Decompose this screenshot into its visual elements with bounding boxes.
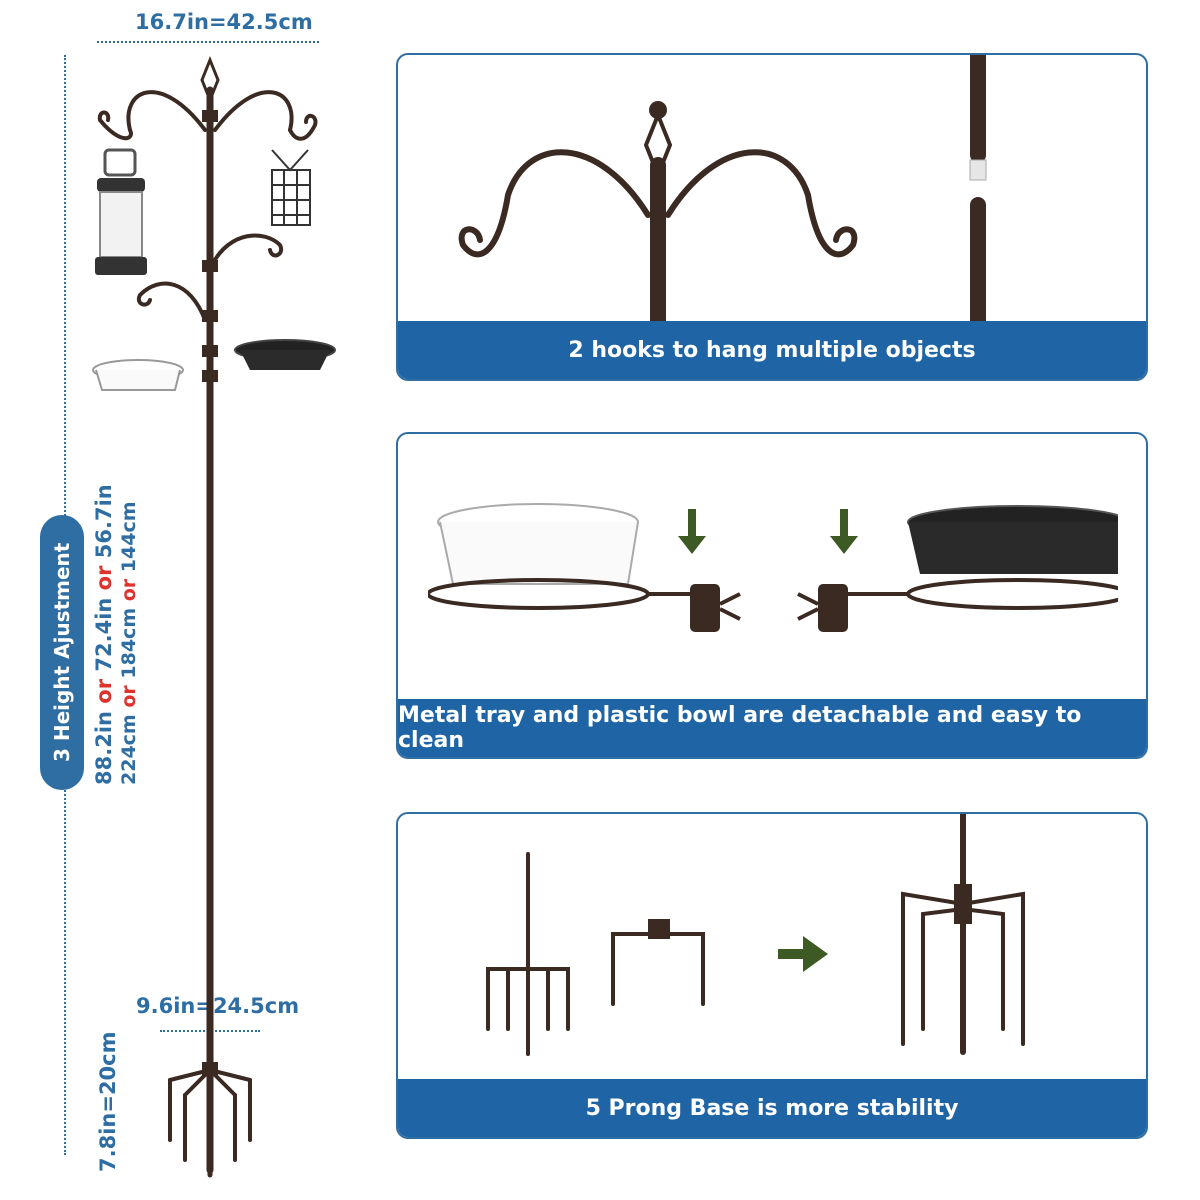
plastic-bowl	[93, 360, 183, 390]
or-4: or	[118, 572, 140, 608]
height-224cm: 224cm	[118, 714, 140, 785]
or-3: or	[118, 678, 140, 715]
panel-hooks	[396, 53, 1148, 381]
base-height-label: 7.8in=20cm	[96, 1031, 120, 1172]
top-width-line	[97, 41, 319, 43]
height-88in: 88.2in	[92, 711, 116, 785]
base-assembly	[458, 814, 1098, 1079]
suet-cage	[272, 150, 310, 225]
down-arrow-icon	[678, 509, 858, 554]
caption-band-2: Metal tray and plastic bowl are detachable and easy to clean	[398, 699, 1146, 757]
height-144cm: 144cm	[118, 501, 140, 573]
top-width-label: 16.7in=42.5cm	[135, 10, 313, 34]
base-width-label: 9.6in=24.5cm	[136, 994, 300, 1018]
height-badge: 3 Height Ajustment	[40, 515, 84, 790]
panel-tray-bowl	[396, 432, 1148, 759]
height-56in: 56.7in	[92, 484, 116, 559]
right-arrow-icon	[778, 936, 828, 972]
height-184cm: 184cm	[118, 607, 140, 679]
panel-base	[396, 812, 1148, 1139]
feeder-pole-illustration	[80, 50, 350, 1180]
tube-feeder	[95, 150, 147, 275]
caption-band-3: 5 Prong Base is more stability	[398, 1079, 1146, 1137]
mesh-tray	[235, 340, 335, 370]
tray-bowl-closeup	[428, 494, 1118, 694]
hooks-closeup	[438, 55, 1098, 325]
or-2: or	[92, 558, 116, 598]
height-72in: 72.4in	[92, 597, 116, 672]
caption-band-1: 2 hooks to hang multiple objects	[398, 321, 1146, 379]
or-1: or	[92, 671, 116, 712]
